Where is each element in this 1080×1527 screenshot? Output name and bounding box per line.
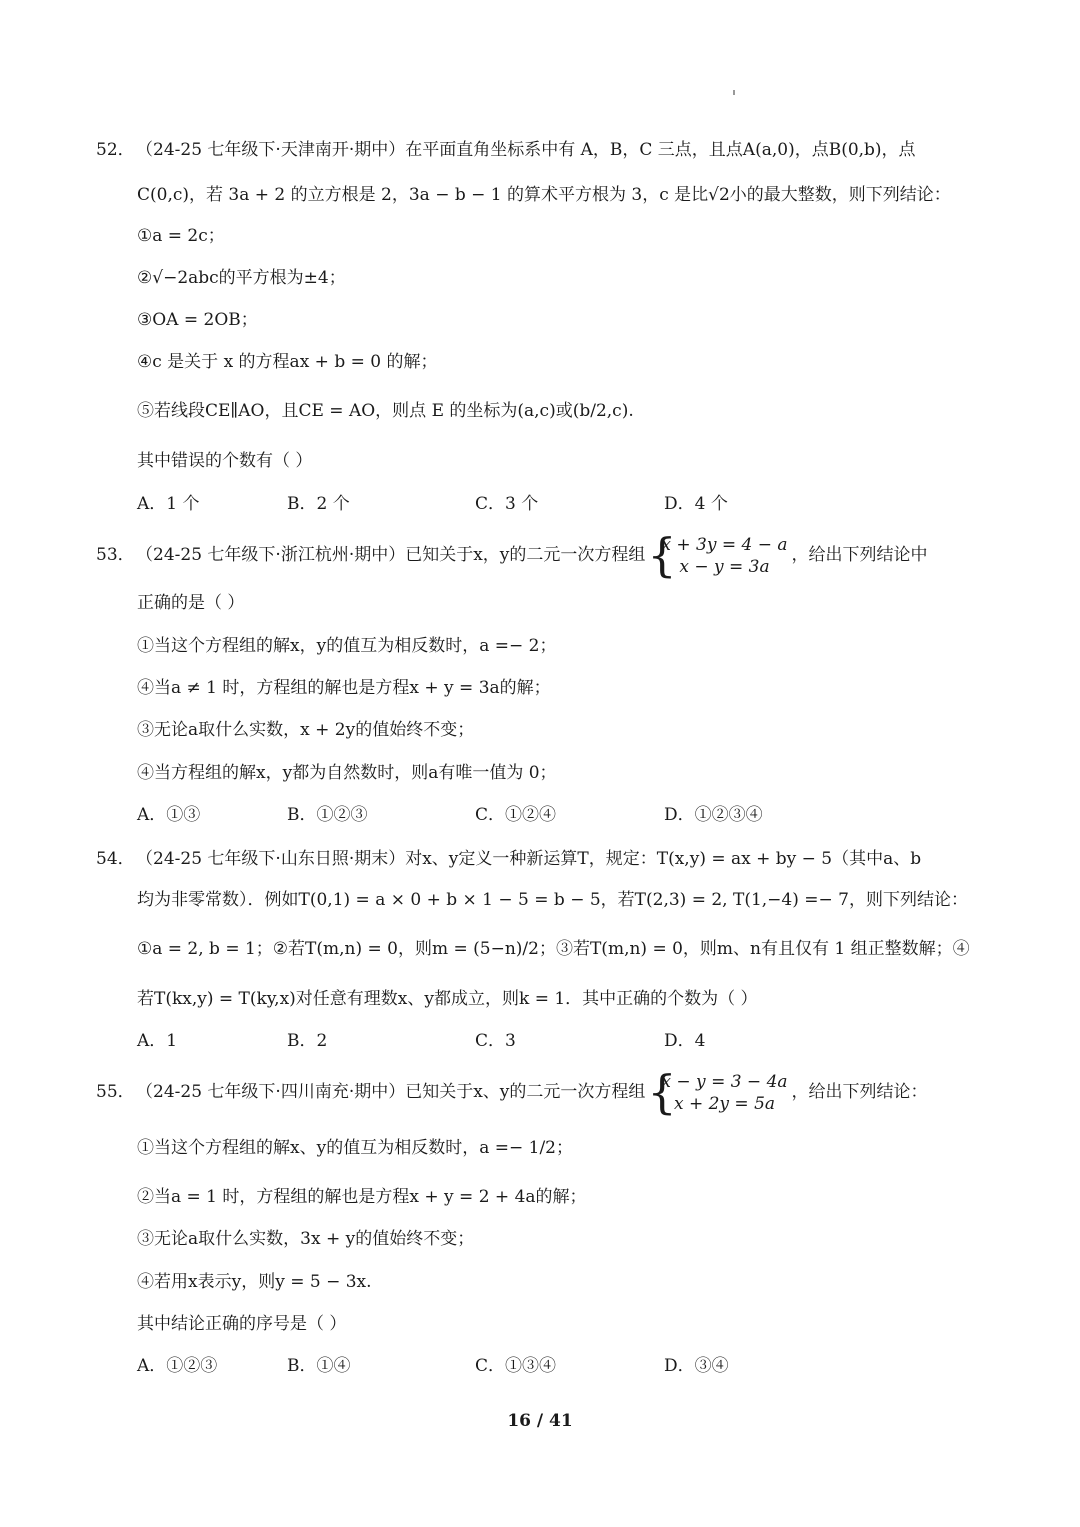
q52-option-a[interactable]: A．1 个 <box>137 494 200 514</box>
q55-statement-2: ②当a = 1 时，方程组的解也是方程x + y = 2 + 4a的解； <box>137 1187 587 1207</box>
q53-statement-1: ①当这个方程组的解x，y的值互为相反数时，a =− 2； <box>137 636 557 656</box>
q52-stem: （24-25 七年级下·天津南开·期中）在平面直角坐标系中有 A，B，C 三点，且点A(a,0)，点B(0,b)，点 <box>136 140 916 160</box>
q53-option-c[interactable]: C．①②④ <box>475 805 557 825</box>
q55-option-c[interactable]: C．①③④ <box>475 1356 557 1376</box>
q52-statement-2: ②√−2abc的平方根为±4； <box>137 268 346 288</box>
q52-prompt: 其中错误的个数有（ ） <box>137 451 313 471</box>
q52-option-b[interactable]: B．2 个 <box>287 494 350 514</box>
q54-line1 <box>96 845 984 873</box>
q52-number: 52． <box>96 140 135 160</box>
q53-equation-system <box>649 534 787 578</box>
q53-stem: （24-25 七年级下·浙江杭州·期中）已知关于x，y的二元一次方程组 <box>136 545 646 565</box>
page-number: 16 / 41 <box>507 1411 573 1431</box>
q55-option-a[interactable]: A．①②③ <box>137 1356 218 1376</box>
q54-line4: 若T(kx,y) = T(ky,x)对任意有理数x、y都成立，则k = 1．其中正确的个数为（ ） <box>137 989 758 1009</box>
q53-line2: 正确的是（ ） <box>137 593 245 613</box>
q52-option-c[interactable]: C．3 个 <box>475 494 539 514</box>
q54-option-c[interactable]: C．3 <box>475 1031 516 1051</box>
q55-prompt: 其中结论正确的序号是（ ） <box>137 1314 347 1334</box>
q53-equation-1: { x + 3y = 4 − a <box>661 534 788 555</box>
q52-line1 <box>96 136 984 164</box>
q52-statement-3: ③OA = 2OB； <box>137 310 258 330</box>
q54-option-b[interactable]: B．2 <box>287 1031 328 1051</box>
q52-line2: C(0,c)，若 3a + 2 的立方根是 2，3a − b − 1 的算术平方根为 3，c 是比√2小的最大整数，则下列结论： <box>137 185 951 205</box>
q53-option-b[interactable]: B．①②③ <box>287 805 368 825</box>
q54-option-d[interactable]: D．4 <box>664 1031 706 1051</box>
q54-option-a[interactable]: A．1 <box>137 1031 178 1051</box>
q52-option-d[interactable]: D．4 个 <box>664 494 728 514</box>
q52-statement-4: ④c 是关于 x 的方程ax + b = 0 的解； <box>137 352 438 372</box>
q55-stem: （24-25 七年级下·四川南充·期中）已知关于x、y的二元一次方程组 <box>136 1082 646 1102</box>
q53-stem-end: ，给出下列结论中 <box>791 545 928 565</box>
q55-number: 55． <box>96 1082 135 1102</box>
q54-line3: ①a = 2, b = 1；②若T(m,n) = 0，则m = (5−n)/2；③若T(m,n) = 0，则m、n有且仅有 1 组正整数解；④ <box>137 939 970 959</box>
q55-statement-4: ④若用x表示y，则y = 5 − 3x. <box>137 1272 372 1292</box>
q53-statement-2: ④当a ≠ 1 时，方程组的解也是方程x + y = 3a的解； <box>137 678 551 698</box>
q53-number: 53． <box>96 545 135 565</box>
q53-equation-2: x − y = 3a <box>679 556 770 577</box>
q55-stem-end: ，给出下列结论： <box>791 1082 928 1102</box>
scan-mark <box>733 90 735 95</box>
q55-statement-1: ①当这个方程组的解x、y的值互为相反数时，a =− 1/2； <box>137 1138 573 1158</box>
q55-statement-3: ③无论a取什么实数，3x + y的值始终不变； <box>137 1229 475 1249</box>
q53-statement-4: ④当方程组的解x，y都为自然数时，则a有唯一值为 0； <box>137 763 557 783</box>
q54-number: 54． <box>96 849 135 869</box>
q53-option-d[interactable]: D．①②③④ <box>664 805 763 825</box>
q55-line1 <box>96 1068 984 1116</box>
q52-statement-1: ①a = 2c； <box>137 226 225 246</box>
q54-stem: （24-25 七年级下·山东日照·期末）对x、y定义一种新运算T，规定：T(x,y) = ax + by − 5（其中a、b <box>136 849 922 869</box>
q53-statement-3: ③无论a取什么实数，x + 2y的值始终不变； <box>137 720 475 740</box>
q55-equation-1: { x − y = 3 − 4a <box>661 1071 788 1092</box>
q54-line2: 均为非零常数）．例如T(0,1) = a × 0 + b × 1 − 5 = b − 5，若T(2,3) = 2, T(1,−4) =− 7，则下列结论： <box>137 890 968 910</box>
q55-option-b[interactable]: B．①④ <box>287 1356 351 1376</box>
q53-line1 <box>96 531 984 579</box>
q52-statement-5: ⑤若线段CE∥AO，且CE = AO，则点 E 的坐标为(a,c)或(b/2,c). <box>137 401 634 421</box>
q55-equation-2: x + 2y = 5a <box>673 1093 776 1114</box>
q55-option-d[interactable]: D．③④ <box>664 1356 729 1376</box>
q53-option-a[interactable]: A．①③ <box>137 805 201 825</box>
q55-equation-system <box>649 1071 787 1115</box>
